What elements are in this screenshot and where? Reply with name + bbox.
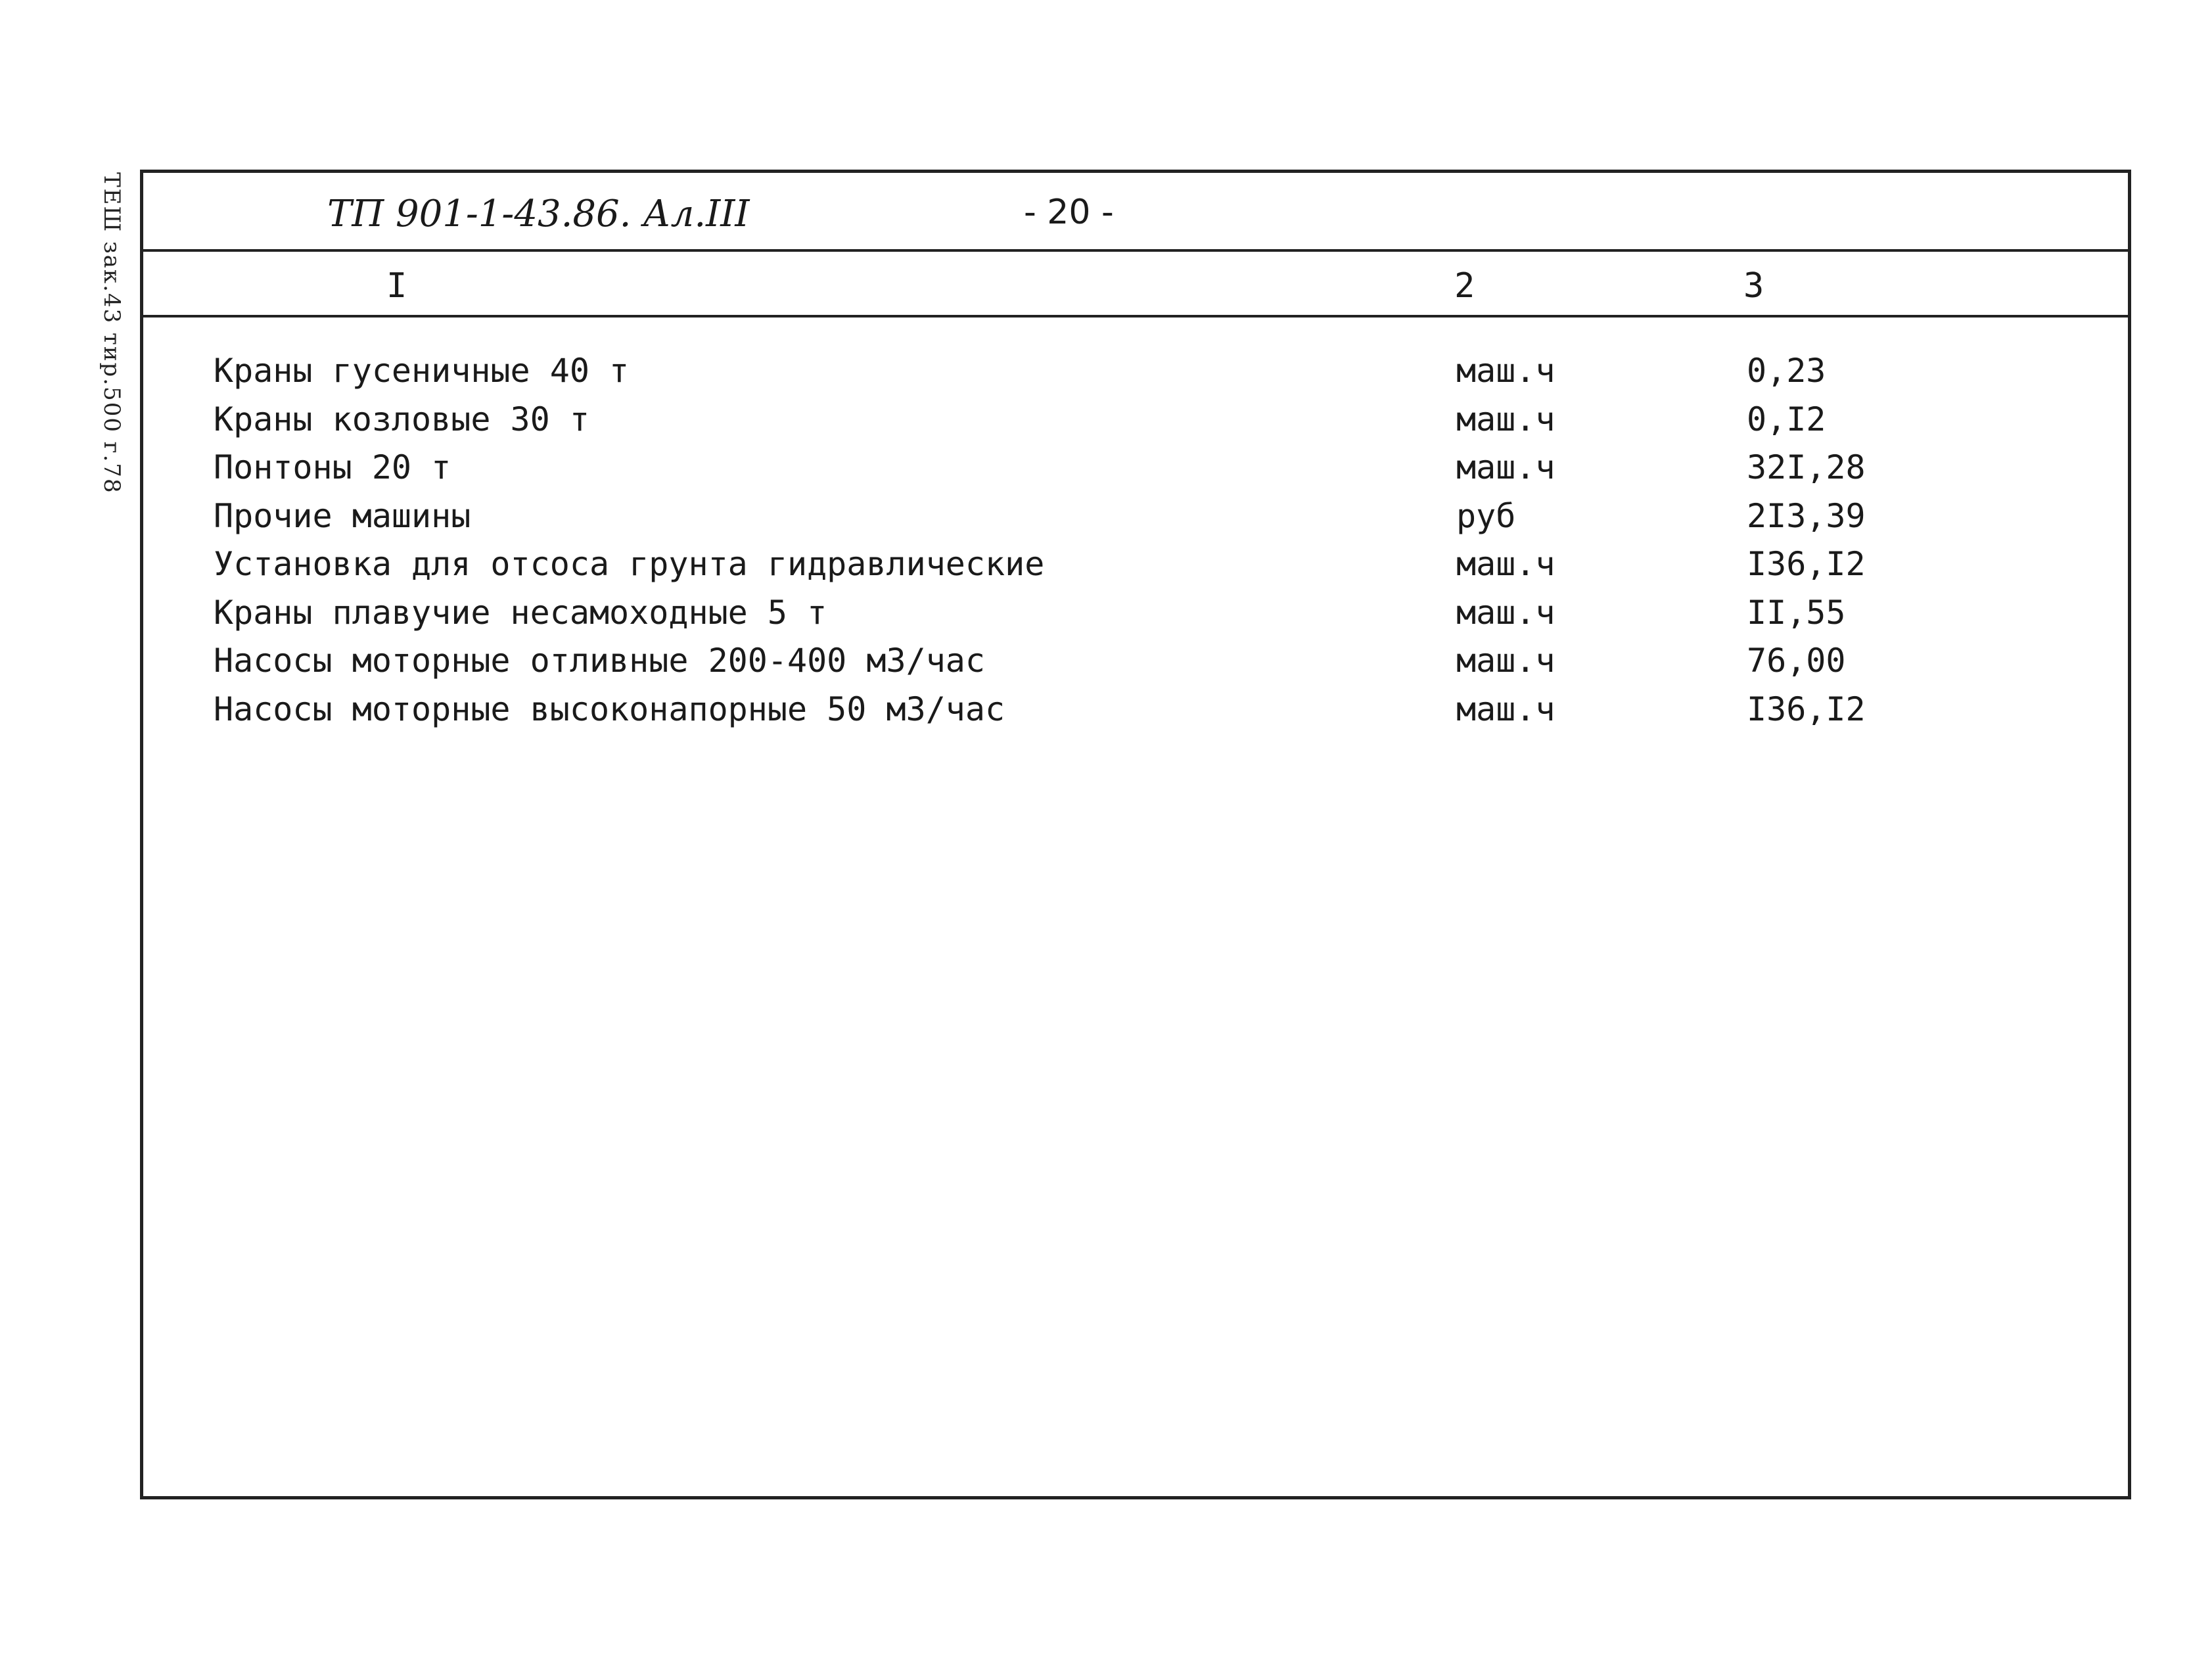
row-unit: маш.ч — [1456, 545, 1555, 583]
row-name: Насосы моторные отливные 200-400 м3/час — [214, 642, 985, 680]
page-number: - 20 - — [1024, 193, 1114, 232]
row-unit: маш.ч — [1456, 448, 1555, 486]
column-header-name: I — [386, 266, 407, 306]
document-code: ТП 901-1-43.86. Ал.III — [327, 193, 750, 235]
row-name: Краны козловые 30 т — [214, 400, 589, 438]
row-name: Насосы моторные высоконапорные 50 м3/час — [214, 690, 1005, 728]
table-row — [143, 492, 2128, 541]
row-unit: маш.ч — [1456, 593, 1555, 632]
column-header-unit: 2 — [1454, 266, 1475, 306]
document-frame — [140, 170, 2131, 1499]
row-name: Понтоны 20 т — [214, 448, 451, 486]
row-name: Краны гусеничные 40 т — [214, 352, 630, 390]
table-column-headers — [143, 252, 2128, 317]
table-row — [143, 686, 2128, 734]
table-row — [143, 637, 2128, 686]
row-value: 0,23 — [1747, 352, 1826, 390]
row-value: 32I,28 — [1747, 448, 1866, 486]
row-unit: маш.ч — [1456, 352, 1555, 390]
row-unit: маш.ч — [1456, 400, 1555, 438]
row-name: Прочие машины — [214, 496, 471, 535]
table-row — [143, 347, 2128, 396]
side-print-stamp: ТЕШ зак.43 тир.500 г.78 — [99, 172, 125, 494]
row-name: Краны плавучие несамоходные 5 т — [214, 593, 827, 632]
row-value: I36,I2 — [1747, 545, 1866, 583]
row-unit: маш.ч — [1456, 642, 1555, 680]
row-unit: маш.ч — [1456, 690, 1555, 728]
document-header — [143, 173, 2128, 252]
row-name: Установка для отсоса грунта гидравлические — [214, 545, 1045, 583]
row-value: 2I3,39 — [1747, 496, 1866, 535]
table-row — [143, 396, 2128, 444]
table-row — [143, 589, 2128, 638]
table-row — [143, 540, 2128, 589]
column-header-value: 3 — [1743, 266, 1764, 306]
table-body — [143, 347, 2128, 734]
row-value: 76,00 — [1747, 642, 1846, 680]
row-value: II,55 — [1747, 593, 1846, 632]
row-value: 0,I2 — [1747, 400, 1826, 438]
row-unit: руб — [1456, 496, 1516, 535]
table-row — [143, 444, 2128, 492]
row-value: I36,I2 — [1747, 690, 1866, 728]
